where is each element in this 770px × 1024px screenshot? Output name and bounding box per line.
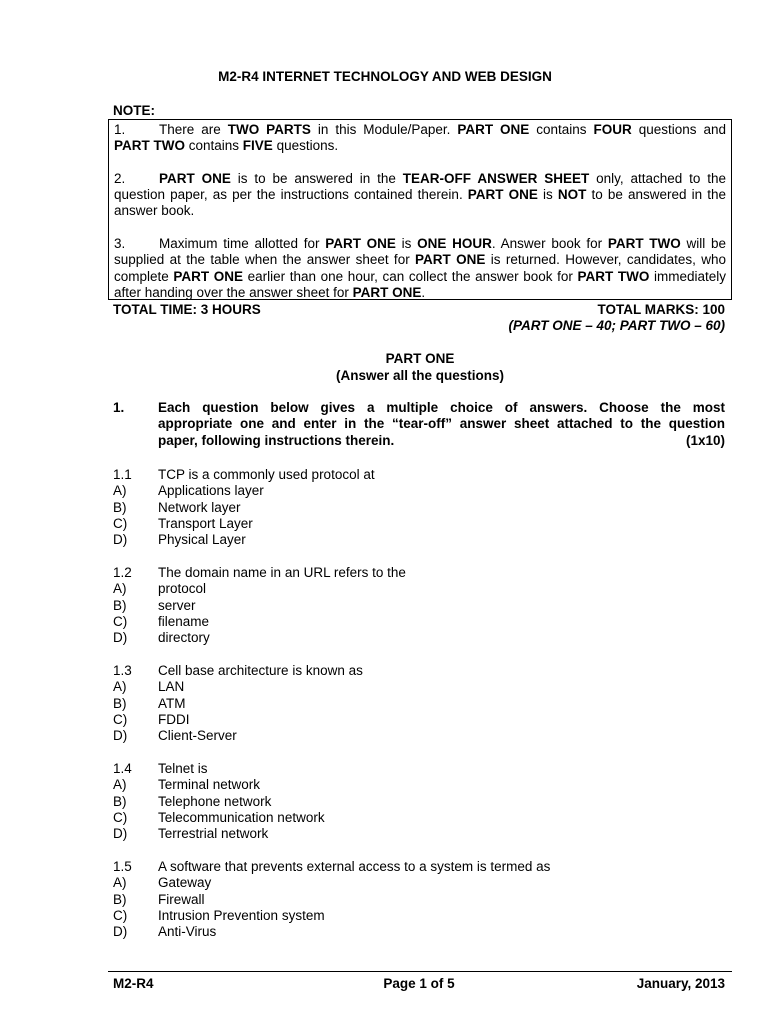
option-text: Telecommunication network [158,809,325,825]
answer-option [113,532,725,548]
answer-option [113,696,725,712]
option-label: D) [113,532,128,548]
answer-option [113,598,725,614]
answer-option [113,516,725,532]
note-text-run: TEAR-OFF ANSWER SHEET [402,170,590,186]
option-label: D) [113,924,128,940]
note-text-run: only, attached to the question paper, as per the instructions contained therein. [114,170,726,203]
answer-option [113,826,725,842]
subquestion-text: A software that prevents external access to a system is termed as [158,859,551,874]
note-text-run: PART TWO [607,236,681,252]
note-text-run: FIVE [242,138,273,154]
option-text: Physical Layer [158,532,246,548]
subquestion-stem [113,859,725,875]
note-text-run: PART ONE [457,122,530,137]
subquestion-number: 1.2 [113,565,132,580]
answer-option [113,679,725,695]
subquestion [113,859,725,940]
instruction-line [158,433,725,449]
answer-option [113,712,725,728]
option-text: Terminal network [158,777,261,793]
subquestion [113,467,725,548]
note-item-number: 3. [114,236,126,252]
note-text-run: questions. [272,138,339,154]
option-text: Gateway [158,875,212,891]
note-text-run: PART ONE [415,252,486,268]
subquestion [113,565,725,646]
answer-option [113,892,725,908]
subquestion-number: 1.3 [113,663,132,678]
note-item [114,122,726,155]
instruction-line: Each question below gives a multiple choice of answers. Choose the most [158,400,725,415]
note-text-run: immediately after handing over the answer sheet for [114,268,726,300]
subquestion-text: The domain name in an URL refers to the [158,565,406,580]
footer-code: M2-R4 [113,976,154,991]
option-text: FDDI [158,711,190,727]
option-label: D) [113,826,128,842]
answer-option [113,630,725,646]
subquestion [113,761,725,842]
note-box [108,119,732,300]
note-text-run: earlier than one hour, can collect the answer book for [243,268,578,284]
note-text-run: PART TWO [577,268,650,284]
note-text-run: Maximum time allotted for [159,236,326,252]
option-text: server [158,597,196,613]
option-text: directory [158,630,210,646]
total-marks: TOTAL MARKS: 100 [597,302,725,317]
note-item-number: 1. [114,122,126,137]
note-text-run: TWO PARTS [227,122,311,137]
note-text-run: contains [529,122,594,137]
note-text-run: will be supplied at the table when the answer sheet for [114,236,726,268]
answer-option [113,728,725,744]
option-text: Transport Layer [158,515,253,531]
option-label: B) [113,597,127,613]
option-label: C) [113,711,128,727]
subquestion-number: 1.4 [113,761,132,776]
note-text-run: PART ONE [352,284,422,300]
answer-option [113,483,725,499]
note-text-run: is [537,187,558,203]
note-text-run: PART ONE [173,268,244,284]
option-text: Intrusion Prevention system [158,907,325,923]
subquestion-number: 1.5 [113,859,132,874]
option-text: Firewall [158,891,205,907]
note-text-run: PART TWO [114,138,185,154]
answer-option [113,777,725,793]
answer-option [113,875,725,891]
option-label: B) [113,891,127,907]
answer-option [113,924,725,940]
option-label: D) [113,728,128,744]
option-label: C) [113,907,128,923]
subquestion [113,663,725,744]
option-label: C) [113,515,128,531]
note-text-run: NOT [557,187,587,203]
option-text: Anti-Virus [158,924,217,940]
part-heading: PART ONE [385,351,455,366]
instruction-line: appropriate one and enter in the “tear-off” answer sheet attached to the question [158,416,725,432]
note-text-run: in this Module/Paper. [310,122,458,137]
part-subheading: (Answer all the questions) [335,368,505,383]
note-item-number: 2. [114,170,126,186]
note-text-run: . [421,284,426,300]
note-text-run: is [395,236,418,252]
option-text: Client-Server [158,728,237,744]
note-text-run: contains [185,138,243,154]
question-marks: (1x10) [685,432,725,448]
option-text: filename [158,613,210,629]
note-text-run: ONE HOUR [417,236,492,252]
footer-divider [108,971,732,972]
answer-option [113,581,725,597]
marks-split: (PART ONE – 40; PART TWO – 60) [508,318,725,333]
subquestion-stem [113,761,725,777]
question-1 [113,400,725,449]
footer-date: January, 2013 [636,976,725,991]
note-text-run: questions and [631,122,726,137]
option-label: B) [113,793,127,809]
option-label: A) [113,679,127,695]
subquestion-stem [113,565,725,581]
answer-option [113,908,725,924]
question-instruction [158,400,725,449]
subquestion-stem [113,467,725,483]
note-text-run: . Answer book for [491,236,608,252]
option-text: ATM [158,695,186,711]
subquestion-text: TCP is a commonly used protocol at [158,467,375,482]
note-text-run: to be answered in the answer book. [114,187,726,219]
option-label: D) [113,630,128,646]
note-item [114,236,726,301]
option-label: B) [113,695,127,711]
subquestion-number: 1.1 [113,467,132,482]
answer-option [113,810,725,826]
answer-option [113,794,725,810]
note-text-run: PART ONE [467,187,538,203]
question-number: 1. [113,400,125,415]
option-text: protocol [158,581,207,597]
note-text-run: PART ONE [325,236,396,252]
total-time: TOTAL TIME: 3 HOURS [113,302,261,317]
footer-page-number: Page 1 of 5 [383,976,455,991]
option-text: Applications layer [158,483,264,499]
option-label: B) [113,499,127,515]
note-item [114,171,726,220]
option-label: A) [113,483,127,499]
option-label: A) [113,875,127,891]
answer-option [113,614,725,630]
note-text-run: is returned. However, candidates, who complete [114,252,727,284]
note-text-run: PART ONE [159,170,231,186]
note-text-run: is to be answered in the [230,170,403,186]
subquestion-text: Telnet is [158,761,208,776]
subquestion-text: Cell base architecture is known as [158,663,363,678]
option-label: C) [113,809,128,825]
note-text-run: FOUR [593,122,632,137]
answer-option [113,500,725,516]
option-text: Network layer [158,499,241,515]
page-title: M2-R4 INTERNET TECHNOLOGY AND WEB DESIGN [218,69,552,84]
option-label: A) [113,777,127,793]
option-label: C) [113,613,128,629]
option-text: LAN [158,679,185,695]
subquestion-stem [113,663,725,679]
note-text-run: There are [159,122,228,137]
option-text: Terrestrial network [158,826,269,842]
note-label: NOTE: [113,103,155,118]
option-text: Telephone network [158,793,272,809]
option-label: A) [113,581,127,597]
instruction-line-text: paper, following instructions therein. [158,432,395,448]
